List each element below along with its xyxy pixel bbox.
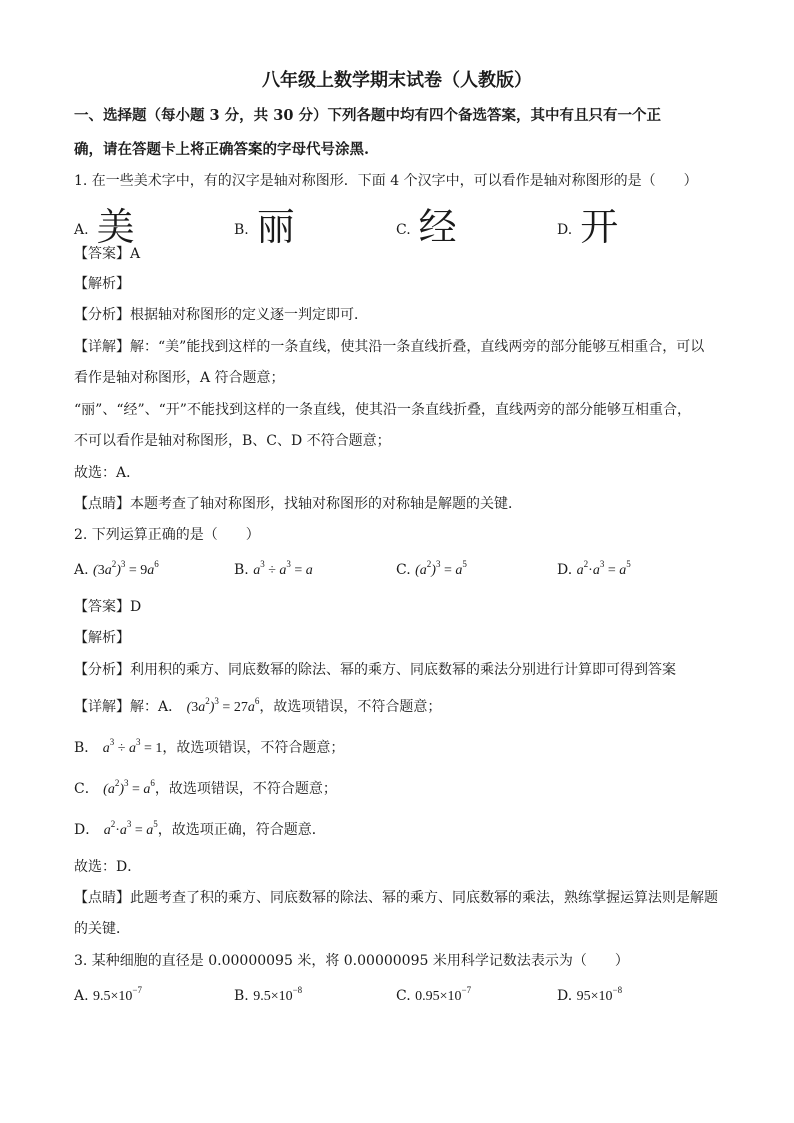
q2-detail-b: [74, 738, 344, 759]
q2-detail-c: [74, 779, 337, 800]
detail-prefix: 【详解】解：A．: [74, 699, 183, 715]
exponent: −8: [292, 985, 303, 995]
formula: $(a^2)^3 = a^5$: [415, 559, 467, 578]
q2-analysis-heading: 【解析】: [74, 630, 130, 646]
page-title: 八年级上数学期末试卷（人教版）: [262, 70, 532, 91]
formula: [93, 985, 142, 1004]
q2-dianjing-line-2: 的关键．: [74, 921, 130, 937]
q1-detail-line-1: 【详解】解：“美”能找到这样的一条直线，使其沿一条直线折叠，直线两旁的部分能够互相重合，可以: [74, 339, 705, 355]
q1-detail-line-2: 看作是轴对称图形，A 符合题意；: [74, 370, 285, 386]
q2-detail-a: [74, 697, 441, 718]
q1-option-a: [74, 196, 135, 251]
q3-option-a: [74, 985, 142, 1005]
detail-tail: ，故选项错误，不符合题意；: [259, 699, 442, 715]
q1-detail-line-3: “丽”、“经”、“开”不能找到这样的一条直线，使其沿一条直线折叠，直线两旁的部分能够互相重合，: [74, 402, 691, 418]
q2-choose: 故选：D．: [74, 859, 142, 875]
option-character: 丽: [256, 205, 295, 249]
q1-fenxi: 【分析】根据轴对称图形的定义逐一判定即可．: [74, 307, 368, 323]
coefficient: 0.95×10: [415, 989, 462, 1004]
q1-choose: 故选：A．: [74, 465, 141, 481]
exponent: −7: [461, 985, 472, 995]
section-heading-line-1: 一、选择题（每小题 3 分，共 30 分）下列各题中均有四个备选答案，其中有且只有一个正: [74, 107, 661, 124]
option-character: 美: [96, 205, 135, 249]
formula: $(a^2)^3 = a^6$: [103, 778, 155, 797]
option-letter: B.: [234, 562, 249, 578]
exponent: −7: [132, 985, 142, 995]
formula: [415, 985, 472, 1004]
option-letter: D.: [557, 988, 573, 1004]
q1-answer: 【答案】A: [74, 246, 141, 262]
q2-detail-d: [74, 820, 326, 841]
formula: $a^2\cdot a^3 = a^5$: [576, 559, 631, 578]
option-letter: A.: [74, 222, 89, 238]
formula: $(3a^2)^3 = 27a^6$: [186, 696, 260, 715]
option-letter: A.: [74, 988, 89, 1004]
option-letter: C.: [396, 562, 411, 578]
formula: $a^3 \div a^3 = a$: [253, 559, 313, 578]
detail-tail: ，故选项错误，不符合题意；: [154, 781, 337, 797]
q2-option-b: [234, 559, 313, 579]
q1-option-d: [557, 196, 618, 251]
coefficient: 9.5×10: [93, 989, 133, 1004]
option-letter: D.: [557, 222, 573, 238]
formula: $a^2\cdot a^3 = a^5$: [103, 819, 158, 838]
q2-option-a: [74, 559, 159, 579]
q2-answer: 【答案】D: [74, 599, 142, 615]
q1-dianjing: 【点睛】本题考查了轴对称图形，找轴对称图形的对称轴是解题的关键．: [74, 496, 522, 512]
q2-dianjing-line-1: 【点睛】此题考查了积的乘方、同底数幂的除法、幂的乘方、同底数幂的乘法，熟练掌握运算法则是解题: [74, 890, 718, 906]
q1-option-b: [234, 196, 295, 251]
option-letter: C.: [396, 988, 411, 1004]
option-letter: B.: [234, 222, 249, 238]
detail-tail: ，故选项错误，不符合题意；: [162, 740, 345, 756]
q1-detail-line-4: 不可以看作是轴对称图形，B、C、D 不符合题意；: [74, 433, 391, 449]
detail-tail: ，故选项正确，符合题意．: [157, 822, 326, 838]
formula: [576, 985, 623, 1004]
exponent: −8: [612, 985, 623, 995]
question-2-stem: 2. 下列运算正确的是（ ）: [74, 527, 260, 543]
formula: $(3a^2)^3 = 9a^6$: [93, 559, 159, 578]
option-letter: B.: [234, 988, 249, 1004]
question-1-stem: 1. 在一些美术字中，有的汉字是轴对称图形．下面 4 个汉字中，可以看作是轴对称图形的是（ ）: [74, 173, 698, 189]
q1-analysis-heading: 【解析】: [74, 276, 130, 292]
question-3-stem: 3. 某种细胞的直径是 0.00000095 米，将 0.00000095 米用科学记数法表示为（ ）: [74, 953, 629, 969]
option-letter: D.: [557, 562, 573, 578]
q1-option-c: [396, 196, 457, 251]
formula: $a^3 \div a^3 = 1$: [102, 737, 163, 756]
q2-option-d: [557, 559, 631, 579]
detail-prefix: C．: [74, 781, 99, 797]
q2-option-c: [396, 559, 467, 579]
q3-option-c: [396, 985, 472, 1005]
option-character: 经: [418, 205, 457, 249]
detail-prefix: D．: [74, 822, 100, 838]
coefficient: 9.5×10: [253, 989, 293, 1004]
q2-fenxi: 【分析】利用积的乘方、同底数幂的除法、幂的乘方、同底数幂的乘法分别进行计算即可得到答案: [74, 662, 676, 678]
option-character: 开: [580, 205, 619, 249]
q3-option-d: [557, 985, 623, 1005]
detail-prefix: B．: [74, 740, 99, 756]
coefficient: 95×10: [576, 989, 613, 1004]
option-letter: A.: [74, 562, 89, 578]
formula: [253, 985, 303, 1004]
section-heading-line-2: 确，请在答题卡上将正确答案的字母代号涂黑.: [74, 141, 370, 158]
option-letter: C.: [396, 222, 411, 238]
q3-option-b: [234, 985, 303, 1005]
